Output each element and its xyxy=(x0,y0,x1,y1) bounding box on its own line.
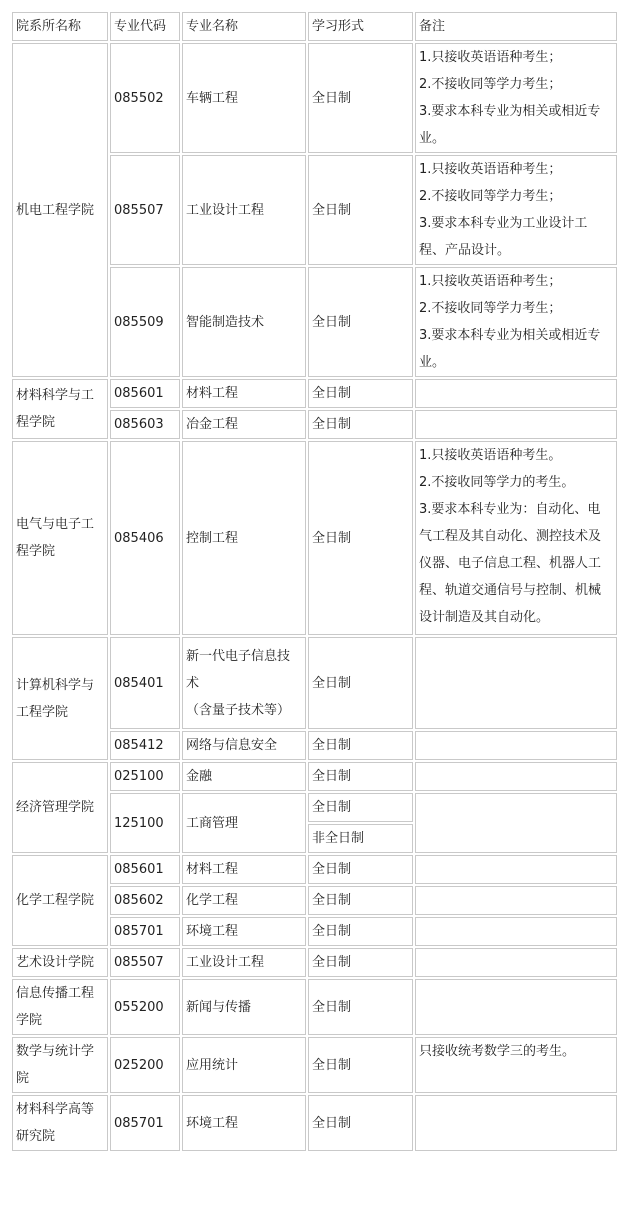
study-mode-cell: 全日制 xyxy=(308,155,413,265)
college-name-cell: 艺术设计学院 xyxy=(12,948,108,977)
major-name-line: （含量子技术等） xyxy=(186,702,291,718)
study-mode-cell: 全日制 xyxy=(308,917,413,946)
college-name-cell: 计算机科学与工程学院 xyxy=(12,637,108,760)
study-mode-cell: 全日制 xyxy=(308,979,413,1035)
table-row xyxy=(12,855,617,884)
major-name-line: 新一代电子信息技术 xyxy=(186,648,291,691)
major-code-cell: 085401 xyxy=(110,637,180,729)
header-code: 专业代码 xyxy=(110,12,180,41)
major-name-cell: 环境工程 xyxy=(182,1095,306,1151)
major-name-cell: 工商管理 xyxy=(182,793,306,853)
major-name-cell: 应用统计 xyxy=(182,1037,306,1093)
table-row xyxy=(12,762,617,791)
college-name-cell: 电气与电子工程学院 xyxy=(12,441,108,635)
remark-line: 1.只接收英语语种考生； xyxy=(419,274,562,289)
major-name-cell: 金融 xyxy=(182,762,306,791)
remark-line: 3.要求本科专业为相关或相近专业。 xyxy=(419,328,601,370)
remarks-cell xyxy=(415,43,617,153)
remarks-cell xyxy=(415,379,617,408)
remarks-cell xyxy=(415,762,617,791)
college-name-cell: 材料科学与工程学院 xyxy=(12,379,108,439)
major-code-cell: 025200 xyxy=(110,1037,180,1093)
admissions-table xyxy=(10,10,619,1153)
remarks-cell xyxy=(415,979,617,1035)
remarks-cell xyxy=(415,267,617,377)
study-mode-cell: 全日制 xyxy=(308,886,413,915)
remark-line: 2.不接收同等学力考生； xyxy=(419,301,562,316)
college-name-cell: 材料科学高等研究院 xyxy=(12,1095,108,1151)
table-body xyxy=(12,43,617,1151)
major-name-cell: 新闻与传播 xyxy=(182,979,306,1035)
table-row xyxy=(12,637,617,729)
college-name-cell: 化学工程学院 xyxy=(12,855,108,946)
remark-line: 3.要求本科专业为工业设计工程、产品设计。 xyxy=(419,216,588,258)
remarks-cell xyxy=(415,1037,617,1093)
header-remarks: 备注 xyxy=(415,12,617,41)
remarks-cell xyxy=(415,855,617,884)
table-row xyxy=(12,979,617,1035)
remark-line: 3.要求本科专业为：自动化、电气工程及其自动化、测控技术及仪器、电子信息工程、机器人工程、轨道交通信号与控制、机械设计制造及其自动化。 xyxy=(419,502,602,625)
study-mode-cell: 全日制 xyxy=(308,637,413,729)
remarks-cell xyxy=(415,410,617,439)
study-mode-cell: 全日制 xyxy=(308,1037,413,1093)
table-row xyxy=(12,379,617,408)
major-name-cell: 智能制造技术 xyxy=(182,267,306,377)
remarks-cell xyxy=(415,441,617,635)
remarks-cell xyxy=(415,155,617,265)
major-name-cell: 环境工程 xyxy=(182,917,306,946)
major-name-cell xyxy=(182,637,306,729)
major-code-cell: 085509 xyxy=(110,267,180,377)
study-mode-cell: 全日制 xyxy=(308,410,413,439)
major-code-cell: 125100 xyxy=(110,793,180,853)
remark-line: 1.只接收英语语种考生； xyxy=(419,162,562,177)
major-name-cell: 控制工程 xyxy=(182,441,306,635)
remark-line: 1.只接收英语语种考生。 xyxy=(419,448,562,463)
major-code-cell: 085601 xyxy=(110,855,180,884)
major-code-cell: 085502 xyxy=(110,43,180,153)
remarks-cell xyxy=(415,886,617,915)
major-name-cell: 化学工程 xyxy=(182,886,306,915)
study-mode-cell: 全日制 xyxy=(308,731,413,760)
major-code-cell: 085406 xyxy=(110,441,180,635)
major-name-cell: 网络与信息安全 xyxy=(182,731,306,760)
remarks-cell xyxy=(415,1095,617,1151)
remark-line: 2.不接收同等学力考生； xyxy=(419,77,562,92)
study-mode-cell: 非全日制 xyxy=(308,824,413,853)
remarks-cell xyxy=(415,793,617,853)
remarks-cell xyxy=(415,731,617,760)
study-mode-cell: 全日制 xyxy=(308,793,413,822)
table-row xyxy=(12,43,617,153)
study-mode-cell: 全日制 xyxy=(308,441,413,635)
study-mode-cell: 全日制 xyxy=(308,948,413,977)
remarks-cell xyxy=(415,917,617,946)
table-row xyxy=(12,1095,617,1151)
table-row xyxy=(12,441,617,635)
major-name-cell: 工业设计工程 xyxy=(182,155,306,265)
college-name-cell: 信息传播工程学院 xyxy=(12,979,108,1035)
major-code-cell: 085507 xyxy=(110,948,180,977)
college-name-cell: 机电工程学院 xyxy=(12,43,108,377)
major-code-cell: 085412 xyxy=(110,731,180,760)
remark-line: 只接收统考数学三的考生。 xyxy=(419,1044,576,1059)
major-name-cell: 车辆工程 xyxy=(182,43,306,153)
major-code-cell: 025100 xyxy=(110,762,180,791)
study-mode-cell: 全日制 xyxy=(308,267,413,377)
major-name-cell: 材料工程 xyxy=(182,855,306,884)
major-code-cell: 085701 xyxy=(110,1095,180,1151)
major-code-cell: 085507 xyxy=(110,155,180,265)
remark-line: 2.不接收同等学力考生； xyxy=(419,189,562,204)
major-code-cell: 085602 xyxy=(110,886,180,915)
remark-line: 2.不接收同等学力的考生。 xyxy=(419,475,575,490)
header-row xyxy=(12,12,617,41)
header-mode: 学习形式 xyxy=(308,12,413,41)
remark-line: 1.只接收英语语种考生； xyxy=(419,50,562,65)
college-name-cell: 经济管理学院 xyxy=(12,762,108,853)
study-mode-cell: 全日制 xyxy=(308,762,413,791)
remarks-cell xyxy=(415,637,617,729)
major-name-cell: 材料工程 xyxy=(182,379,306,408)
header-name: 专业名称 xyxy=(182,12,306,41)
study-mode-cell: 全日制 xyxy=(308,855,413,884)
remarks-cell xyxy=(415,948,617,977)
table-row xyxy=(12,1037,617,1093)
major-code-cell: 085701 xyxy=(110,917,180,946)
major-code-cell: 085601 xyxy=(110,379,180,408)
major-name-cell: 冶金工程 xyxy=(182,410,306,439)
header-college: 院系所名称 xyxy=(12,12,108,41)
college-name-cell: 数学与统计学院 xyxy=(12,1037,108,1093)
study-mode-cell: 全日制 xyxy=(308,379,413,408)
major-code-cell: 085603 xyxy=(110,410,180,439)
major-name-cell: 工业设计工程 xyxy=(182,948,306,977)
major-code-cell: 055200 xyxy=(110,979,180,1035)
table-row xyxy=(12,948,617,977)
remark-line: 3.要求本科专业为相关或相近专业。 xyxy=(419,104,601,146)
study-mode-cell: 全日制 xyxy=(308,1095,413,1151)
study-mode-cell: 全日制 xyxy=(308,43,413,153)
